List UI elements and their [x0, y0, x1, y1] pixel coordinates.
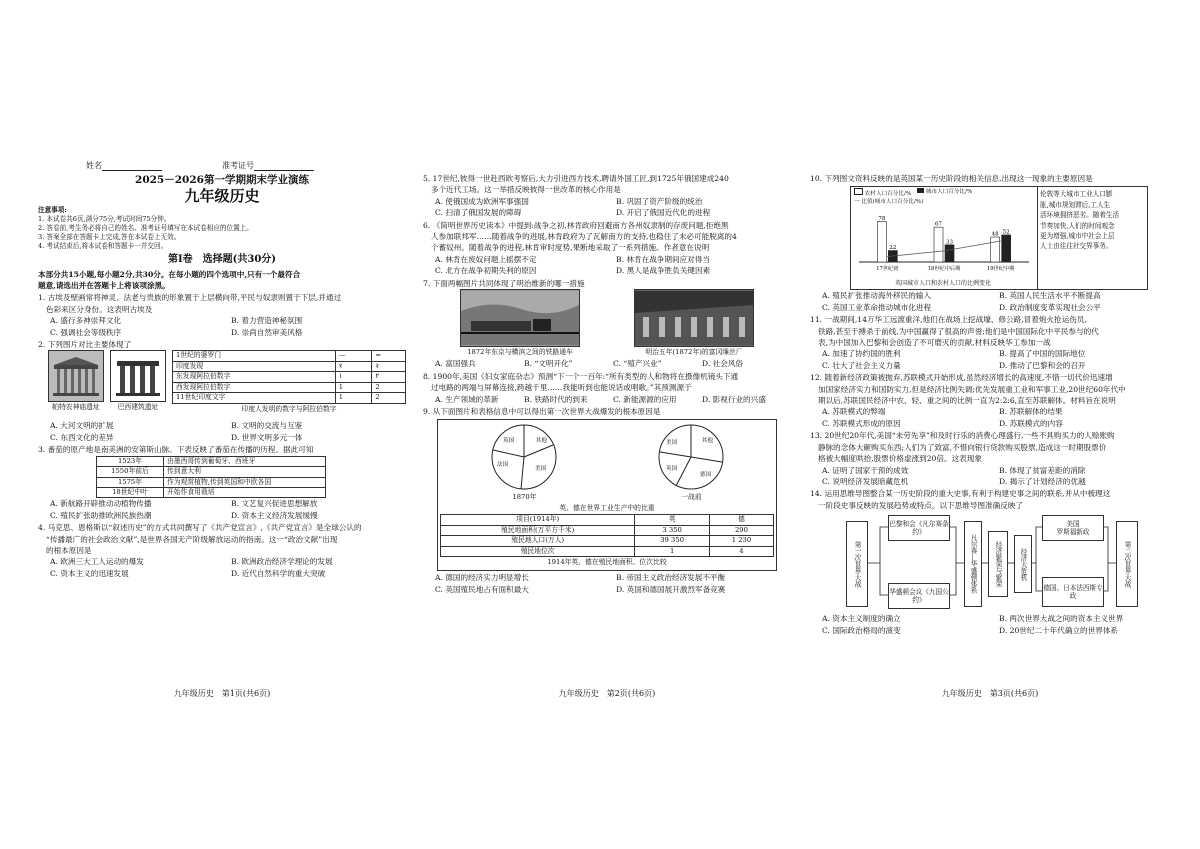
- question-8: [423, 371, 791, 405]
- option-d[interactable]: D. 揭示了计划经济的优越: [999, 476, 1086, 486]
- table-row: [173, 393, 406, 403]
- tomato-table: [96, 456, 326, 499]
- svg-text:德国: 德国: [699, 471, 711, 478]
- table-cell: 殖民地人口(万人): [441, 536, 635, 546]
- pie-caption: 1870年: [512, 492, 537, 501]
- option-c[interactable]: C. 北方在战争初期失利的原因: [435, 266, 537, 276]
- option-b[interactable]: B. 苏联解体的结果: [999, 407, 1063, 417]
- table-cell: 1: [635, 546, 710, 556]
- table-cell: ٢: [372, 372, 406, 382]
- side-text-line: 活环境拥挤恶劣。随着生活: [1040, 211, 1120, 220]
- table-cell: 殖民地位次: [441, 546, 635, 556]
- ruins-image: [110, 350, 166, 402]
- table-cell: 传到意大利: [164, 467, 326, 477]
- side-text: [1037, 187, 1147, 289]
- question-text: 13. 20世纪20年代,美国“未劳先享”和及时行乐的消费心理盛行,一些不具购买力的人赊账购: [810, 431, 1115, 441]
- question-text: 10. 下列图文资料反映的是英国某一历史阶段的相关信息,出现这一现象的主要原因是: [810, 174, 1093, 183]
- table-cell: 1575年: [97, 477, 164, 487]
- table-header: [441, 515, 774, 525]
- question-text: 人参加联邦军……随着战争的进展,林肯政府为了瓦解南方的支持,也稳住了未必可能脱离的4: [431, 232, 737, 242]
- question-3: [38, 444, 406, 521]
- options: [38, 315, 406, 338]
- flow-ww1: 第一次世界大战: [846, 521, 868, 607]
- numeral-table: [172, 350, 406, 403]
- option-b[interactable]: B. 体现了贫富差距的消除: [999, 465, 1086, 475]
- option-b[interactable]: B. 巩固了资产阶级的统治: [616, 196, 703, 206]
- option-d[interactable]: D. 影视行业的兴盛: [702, 394, 766, 404]
- exam-page-3: [810, 172, 1170, 712]
- svg-text:美国: 美国: [665, 439, 677, 446]
- question-text: 9. 从下面图片和表格信息中可以得出第一次世界大战爆发的根本原因是: [423, 407, 661, 417]
- flow-system: 凡尔赛—华盛顿体系: [964, 521, 982, 607]
- exam-page-1: [38, 160, 406, 700]
- pie-title: 英、德在世界工业生产中的比重: [559, 503, 655, 512]
- flow-prosperity: 经济繁荣与繁荣: [988, 531, 1008, 597]
- option-c[interactable]: C. 苏联模式形成的原因: [822, 418, 901, 428]
- option-c[interactable]: C. 资本主义的迅速发展: [50, 568, 129, 578]
- table-cell: २: [372, 361, 406, 371]
- question-12: [810, 372, 1170, 429]
- option-b[interactable]: B. 铁路时代的到来: [524, 394, 588, 404]
- option-b[interactable]: B. 文艺复兴促进思想解放: [231, 499, 318, 509]
- question-text: 个蓄奴州。随着战争的进程,林肯审时度势,果断地采取了一系列措施。作者意在说明: [431, 243, 710, 253]
- options: [810, 406, 1170, 429]
- option-d[interactable]: D. 黑人是战争胜负关键因素: [616, 266, 711, 276]
- question-text: 14. 运用思维导图整合某一历史阶段的重大史事,有利于构建史事之间的联系,并从中梳理这: [810, 489, 1111, 499]
- page-footer: 九年级历史 第3页(共6页): [941, 689, 1039, 698]
- flow-usa-title: 美国: [1066, 520, 1080, 529]
- table-cell: 项目(1914年): [441, 515, 635, 525]
- option-c[interactable]: C. 壮大了社会主义力量: [822, 360, 901, 370]
- candidate-info-row: [38, 160, 406, 171]
- svg-text:其他: 其他: [701, 437, 713, 444]
- question-text: 铁路,甚至于搏杀于前线,为中国赢得了很高的声誉;他们是中国国际化中平民参与的代: [818, 326, 1099, 336]
- option-d[interactable]: D. 世界文明多元一体: [231, 432, 303, 442]
- exam-title: 2025－2026第一学期期末学业演练: [135, 174, 309, 187]
- notes-title: 注意事项:: [38, 206, 67, 215]
- svg-text:英国: 英国: [665, 465, 677, 472]
- mind-map: [840, 513, 1140, 613]
- side-text-line: 节奏加快,人们的时间观念: [1040, 221, 1115, 230]
- option-b[interactable]: B. 两次世界大战之间的资本主义世界: [999, 614, 1124, 624]
- note-line: 3. 答案全部在答题卡上完成,答在本试卷上无效。: [38, 233, 181, 242]
- question-10: [810, 173, 1170, 313]
- question-text: 1. 古埃及壁画常将神灵、法老与贵族的形象置于上层横向带,平民与奴隶则置于下层,并通过: [38, 293, 342, 303]
- option-b[interactable]: B. 英国人民生活水平不断提高: [999, 291, 1101, 301]
- options: [38, 556, 406, 579]
- bar-value-label: 78: [878, 216, 886, 223]
- options: [423, 254, 791, 277]
- options: [423, 572, 791, 595]
- table-cell: 由墨西哥传到葡萄牙、西班牙: [164, 456, 326, 466]
- category-label: 19世纪中期: [986, 266, 1015, 273]
- options: [38, 420, 406, 443]
- note-line: 1. 本试卷共6页,满分75分,考试时间75分钟。: [38, 215, 171, 224]
- table-cell: ١: [335, 372, 372, 382]
- image-caption: 1872年东京与横滨之间的铁路通车: [467, 348, 573, 357]
- parthenon-image: [48, 350, 104, 402]
- railway-image: [460, 289, 580, 347]
- table-cell: 39 350: [635, 536, 710, 546]
- side-text-line: 更为增强,城市中社会上层: [1040, 232, 1115, 241]
- exam-page-2: [423, 172, 791, 712]
- table-cell: 开始作食用栽培: [164, 487, 326, 497]
- option-a[interactable]: A. 资本主义制度的确立: [822, 614, 901, 624]
- table-row: [97, 456, 326, 466]
- option-a[interactable]: A. 证明了国家干预的成效: [822, 465, 909, 475]
- table-row: [173, 372, 406, 382]
- question-text: 表,为中国加入巴黎和会创造了不可磨灭的贡献,材料反映华工参加一战: [818, 338, 1051, 348]
- flow-usa-newdeal: 罗斯福新政: [1056, 528, 1090, 537]
- bar-urban: [1002, 235, 1011, 262]
- table-cell: 西发现阿拉伯数字: [173, 382, 336, 392]
- chart-caption: 英国城市人口和农村人口的比例变化: [894, 280, 991, 287]
- bar-urban: [945, 245, 954, 262]
- section-title: 第Ⅰ卷 选择题(共30分): [167, 254, 277, 266]
- flow-versailles: 巴黎和会《凡尔赛条约》: [888, 515, 950, 541]
- option-a[interactable]: A. 盛行多神崇拜文化: [50, 316, 122, 326]
- question-9: [423, 406, 791, 595]
- question-14: [810, 488, 1170, 636]
- question-text: 期以后,苏联国民经济中农、轻、重之间的比例一直为2:2:6,直至苏联解体。材料旨在说明: [818, 396, 1116, 406]
- options: [423, 394, 791, 405]
- side-text-line: 胀,城市规划滞后,工人生: [1040, 200, 1111, 209]
- image-caption: 帕特农神庙遗址: [52, 403, 100, 412]
- legend-line-label: 一 比值(城市人口百分比/%): [854, 199, 924, 206]
- flow-crisis: 经济大危机: [1014, 535, 1032, 593]
- q9-figure: [437, 419, 777, 572]
- option-c[interactable]: C. 说明经济发展暗藏危机: [822, 476, 909, 486]
- option-a[interactable]: A. 殖民扩张推动海外移民的输入: [822, 291, 932, 301]
- table-cell: 1 230: [709, 536, 773, 546]
- option-b[interactable]: B. 着力营造神秘氛围: [231, 316, 303, 326]
- note-line: 4. 考试结束后,将本试卷和答题卡一并交回。: [38, 242, 168, 251]
- table-caption: 1914年英、德在殖民地面积、位次比较: [547, 557, 667, 566]
- section-intro: 题意,请选出并在答题卡上将该项涂黑。: [38, 281, 170, 291]
- flow-ww2: 第二次世界大战: [1116, 521, 1138, 607]
- table-row: [97, 477, 326, 487]
- q10-figure: [850, 186, 1148, 290]
- option-d[interactable]: D. 资本主义经济发展缓慢: [231, 510, 318, 520]
- flow-fascism: 德国、日本法西斯专政: [1042, 577, 1104, 607]
- option-a[interactable]: A. 生产领域的革新: [435, 394, 499, 404]
- option-c[interactable]: C. “殖产兴业”: [613, 359, 662, 369]
- question-text: 静脉的念体大砸购买东西;人们为了致富,不惜向银行贷款购买股票,造成这一时期股票价: [818, 442, 1107, 452]
- option-c[interactable]: C. 东西文化的差异: [50, 432, 114, 442]
- options: [810, 613, 1170, 636]
- category-label: 17世纪初: [876, 266, 899, 273]
- table-row: [97, 467, 326, 477]
- question-text: 2. 下列图片对比主要体现了: [38, 340, 132, 350]
- option-d[interactable]: D. 近代自然科学的重大突破: [231, 568, 326, 578]
- question-text: 的根本原因是: [46, 545, 92, 555]
- bar-value-label: 67: [935, 222, 942, 229]
- option-d[interactable]: D. 苏联模式的内容: [999, 418, 1063, 428]
- option-d[interactable]: D. 英国和德国展开激烈军备竞赛: [616, 584, 726, 594]
- table-row: [173, 361, 406, 371]
- table-cell: 1550年前后: [97, 467, 164, 477]
- option-a[interactable]: A. 苏联模式的弊端: [822, 407, 886, 417]
- question-text: 4. 马克思、恩格斯以“叙述历史”的方式共同撰写了《共产党宣言》,《共产党宣言》是全球公认的: [38, 523, 362, 533]
- table-cell: =: [372, 351, 406, 361]
- question-text: 一阶段史事反映的发展趋势或特点。以下思维导图准确反映了: [818, 500, 1024, 510]
- legend-swatch-rural: [854, 188, 863, 195]
- table-row: [441, 525, 774, 535]
- bar-value-label: 48: [991, 231, 999, 238]
- option-c[interactable]: C. 强调社会等级秩序: [50, 327, 122, 337]
- question-13: [810, 430, 1170, 487]
- svg-text:其他: 其他: [535, 437, 547, 444]
- table-row: [173, 382, 406, 392]
- question-text: 加国家经济实力和国防实力,但是经济比例失调;优先发展重工业和军事工业,20世纪60年代中: [818, 384, 1126, 394]
- table-row: [441, 546, 774, 556]
- question-4: [38, 522, 406, 579]
- option-a[interactable]: A. 德国的经济实力明显增长: [435, 573, 529, 583]
- question-text: 色彩来区分身份。这表明古埃及: [46, 304, 153, 314]
- option-a[interactable]: A. 加速了协约国的胜利: [822, 349, 901, 359]
- flow-washington: 华盛顿会议《九国公约》: [888, 583, 950, 609]
- pie-prewar: [646, 422, 736, 492]
- image-caption: 巴西建筑遗址: [117, 403, 159, 412]
- pie-caption: 一战前: [681, 492, 702, 501]
- table-cell: 3 350: [635, 525, 710, 535]
- option-d[interactable]: D. 20世纪二十年代确立的世界体系: [999, 625, 1119, 635]
- option-d[interactable]: D. 社会风俗: [702, 359, 744, 369]
- option-c[interactable]: C. 新能源源的应用: [613, 394, 677, 404]
- silk-mill-image: [634, 289, 754, 347]
- options: [423, 358, 791, 369]
- question-6: [423, 220, 791, 277]
- question-text: 过电路的两端与屏幕连接,跨越千里……我能听到也能说话或唱歌。”其预测源于: [431, 383, 692, 393]
- table-cell: 2: [372, 382, 406, 392]
- option-b[interactable]: B. 林肯在战争期间应对得当: [616, 254, 710, 264]
- option-a[interactable]: A. 使俄国成为欧洲军事强国: [435, 196, 529, 206]
- table-row: [441, 536, 774, 546]
- option-d[interactable]: D. 开启了俄国近代化的进程: [616, 208, 711, 218]
- option-c[interactable]: C. 英国殖民地占有面积最大: [435, 584, 529, 594]
- svg-text:英国: 英国: [502, 437, 514, 444]
- table-cell: 英: [635, 515, 710, 525]
- notes-block: [38, 206, 406, 251]
- table-cell: 18世纪中叶: [97, 487, 164, 497]
- table-cell: 殖民地面积(万平方千米): [441, 525, 635, 535]
- question-text: 6. 《简明世界历史读本》中提到:战争之初,林肯政府回避南方各州奴隶制的存废问题,拒绝黑: [423, 220, 729, 230]
- question-text: 7. 下面两幅图片共同体现了明治维新的哪一措施: [423, 278, 585, 288]
- table-cell: —: [335, 351, 372, 361]
- table-cell: 德: [709, 515, 773, 525]
- flow-usa: [1042, 515, 1104, 541]
- table-cell: 4: [709, 546, 773, 556]
- option-c[interactable]: C. 殖民扩张助推欧洲民族热潮: [50, 510, 152, 520]
- option-a[interactable]: A. 林肯在废奴问题上摇摆不定: [435, 254, 537, 264]
- exam-no-label: 准考证号: [222, 161, 254, 170]
- question-text: 8. 1900年,美国《妇女家庭杂志》预测“下一个一百年:“所有类型的人和物将在摄像机镜头下通: [423, 371, 739, 381]
- option-b[interactable]: B. 帝国主义政治经济发展不平衡: [616, 573, 726, 583]
- bar-value-label: 22: [889, 245, 897, 252]
- option-b[interactable]: B. 欧洲政治经济学理论的发展: [231, 557, 333, 567]
- table-cell: 290: [709, 525, 773, 535]
- option-c[interactable]: C. 英国工业革命推动城市化进程: [822, 302, 932, 312]
- exam-no-blank: [254, 161, 314, 171]
- table-cell: 1: [335, 393, 372, 403]
- options: [38, 498, 406, 521]
- subject-title: 九年级历史: [184, 186, 260, 205]
- bar-rural: [877, 222, 886, 263]
- option-a[interactable]: A. 新航路开辟推动动植物传播: [50, 499, 152, 509]
- table-cell: 印度发现: [173, 361, 336, 371]
- category-label: 18世纪中后期: [927, 266, 961, 273]
- svg-text:美国: 美国: [534, 465, 546, 472]
- table-cell: 作为观赏植物,传到英国和中欧各国: [164, 477, 326, 487]
- option-a[interactable]: A. 大河文明的扩展: [50, 421, 114, 431]
- option-a[interactable]: A. 欧洲三大工人运动的爆发: [50, 557, 144, 567]
- question-text: 3. 番茄的原产地是南美洲的安第斯山脉。下表反映了番茄在传播的历程。据此可知: [38, 445, 314, 455]
- question-text: 5. 17世纪,彼得一世赴西欧考察后,大力引进西方技术,聘请外国工匠,到1725年俄国建成240: [423, 174, 729, 183]
- options: [810, 290, 1170, 313]
- note-line: 2. 答卷前,考生务必将自己的姓名、准考证号填写在本试卷相应的位置上。: [38, 224, 253, 233]
- option-a[interactable]: A. 富国强兵: [435, 359, 476, 369]
- page-footer: 九年级历史 第2页(共6页): [558, 689, 656, 698]
- pie-1870: [479, 422, 569, 492]
- side-text-line: 人士由往往社交界事务。: [1040, 242, 1113, 251]
- table-cell: 11世纪印度文字: [173, 393, 336, 403]
- legend-swatch-urban: [917, 188, 924, 193]
- ratio-line: [887, 241, 1000, 257]
- table-row: [173, 351, 406, 361]
- table-cell: 东发现阿拉伯数字: [173, 372, 336, 382]
- options: [810, 348, 1170, 371]
- bar-value-label: 33: [946, 239, 953, 246]
- question-2: [38, 339, 406, 443]
- question-text: 11. 一战期间,14万华工远渡重洋,他们在战场上挖战壕、修公路,冒着炮火抢运伤员,: [810, 315, 1087, 325]
- table-row: [97, 487, 326, 497]
- option-b[interactable]: B. 提高了中国的国际地位: [999, 349, 1086, 359]
- option-b[interactable]: B. “文明开化”: [524, 359, 573, 369]
- option-b[interactable]: B. 文明的交流与互鉴: [231, 421, 303, 431]
- bar-rural: [934, 228, 943, 263]
- bar-value-label: 52: [1002, 229, 1010, 236]
- image-caption: 明治五年(1872年)的富冈缫丝厂: [645, 348, 743, 357]
- option-d[interactable]: D. 崇尚自然审美风格: [231, 327, 303, 337]
- urban-rural-bar-chart: [851, 206, 1035, 276]
- chart-legend: [851, 187, 1035, 199]
- table-cell: १: [335, 361, 372, 371]
- question-1: [38, 292, 406, 338]
- option-d[interactable]: D. 政治制度变革实现社会公平: [999, 302, 1101, 312]
- option-d[interactable]: D. 推动了巴黎和会的召开: [999, 360, 1086, 370]
- question-text: “传播最广的社会政治文献”,是世界各国无产阶级解放运动的指南。这一“政治文献”出现: [46, 534, 338, 544]
- question-7: [423, 278, 791, 370]
- bar-rural: [991, 237, 1000, 262]
- section-intro: 本部分共15小题,每小题2分,共30分。在每小题的四个选项中,只有一个最符合: [38, 269, 301, 279]
- table-cell: 2: [372, 393, 406, 403]
- option-c[interactable]: C. 扫清了俄国发展的障碍: [435, 208, 522, 218]
- table-cell: 1世纪的婆罗门: [173, 351, 336, 361]
- option-c[interactable]: C. 国际政治格局的演变: [822, 625, 901, 635]
- legend-label: 农村人口百分比/%: [864, 191, 912, 198]
- side-text-line: 伦敦等大城市工业人口膨: [1040, 190, 1113, 199]
- table-cell: 1: [335, 382, 372, 392]
- page-footer: 九年级历史 第1页(共6页): [173, 689, 271, 698]
- question-text: 12. 随着新经济政策被抛弃,苏联模式开始形成,虽然经济增长的高速度,不惜一切代价迅速增: [810, 373, 1113, 383]
- table-cell: 1523年: [97, 456, 164, 466]
- question-5: [423, 173, 791, 219]
- question-text: 格被大幅度哄抬,股票价格虚涨到20倍。这表现象: [818, 454, 982, 464]
- legend-label: 城市人口百分比/%: [925, 189, 973, 196]
- table-caption: 印度人发明的数字与阿拉伯数字: [241, 404, 337, 413]
- options: [810, 465, 1170, 488]
- question-text: 多个近代工场。这一举措反映彼得一世改革的核心作用是: [431, 185, 621, 195]
- options: [423, 196, 791, 219]
- question-11: [810, 314, 1170, 371]
- svg-text:法国: 法国: [496, 461, 508, 468]
- name-blank: [102, 161, 162, 171]
- colony-table: [440, 514, 774, 557]
- name-label: 姓名: [86, 161, 102, 170]
